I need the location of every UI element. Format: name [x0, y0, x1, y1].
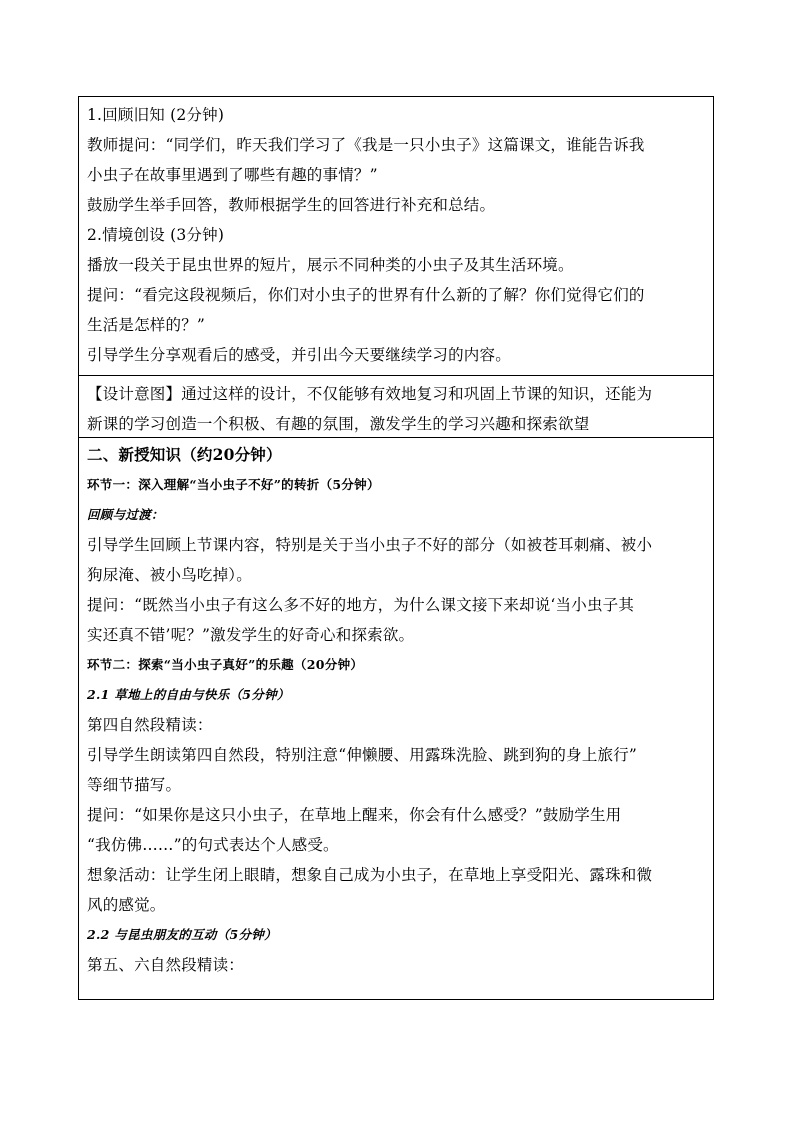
subsection-title: 2.1 草地上的自由与快乐（5分钟） [87, 687, 290, 702]
text-line: 小虫子在故事里遇到了哪些有趣的事情？” [87, 166, 378, 184]
text-line: 2.情境创设 (3分钟) [87, 226, 225, 244]
text-line: 【设计意图】通过这样的设计，不仅能够有效地复习和巩固上节课的知识，还能为 [87, 385, 653, 403]
text-line: 实还真不错’呢？”激发学生的好奇心和探索欲。 [87, 626, 415, 644]
step2-title: 环节二：探索“当小虫子真好”的乐趣（20分钟） [87, 657, 364, 672]
text-line: 播放一段关于昆虫世界的短片，展示不同种类的小虫子及其生活环境。 [87, 256, 574, 274]
text-line: 引导学生朗读第四自然段，特别注意“伸懒腰、用露珠洗脸、跳到狗的身上旅行” [87, 746, 638, 764]
text-line: 生活是怎样的？” [87, 316, 206, 334]
text-line: 教师提问：“同学们，昨天我们学习了《我是一只小虫子》这篇课文，谁能告诉我 [87, 136, 645, 154]
text-line: 引导学生分享观看后的感受，并引出今天要继续学习的内容。 [87, 346, 511, 364]
text-line: 引导学生回顾上节课内容，特别是关于当小虫子不好的部分（如被苍耳刺痛、被小 [87, 536, 653, 554]
step1-title: 环节一：深入理解“当小虫子不好”的转折（5分钟） [87, 477, 380, 492]
subsection-title: 2.2 与昆虫朋友的互动（5分钟） [87, 927, 277, 942]
text-line: 1.回顾旧知 (2分钟) [87, 106, 225, 124]
text-line: 风的感觉。 [87, 896, 166, 914]
text-line: 鼓励学生举手回答，教师根据学生的回答进行补充和总结。 [87, 196, 496, 214]
text-line: 提问：“看完这段视频后，你们对小虫子的世界有什么新的了解？你们觉得它们的 [87, 286, 645, 304]
text-line: 想象活动：让学生闭上眼睛，想象自己成为小虫子，在草地上享受阳光、露珠和微 [87, 866, 653, 884]
review-section-cell [78, 96, 714, 375]
text-line: 新课的学习创造一个积极、有趣的氛围，激发学生的学习兴趣和探索欲望 [87, 415, 590, 433]
text-line: 提问：“既然当小虫子有这么多不好的地方，为什么课文接下来却说‘当小虫子其 [87, 596, 635, 614]
new-knowledge-cell [78, 437, 714, 1000]
review-title: 回顾与过渡： [87, 507, 164, 522]
text-line: 狗尿淹、被小鸟吃掉）。 [87, 566, 252, 584]
text-line: 等细节描写。 [87, 776, 182, 794]
text-line: 提问：“如果你是这只小虫子，在草地上醒来，你会有什么感受？”鼓励学生用 [87, 806, 622, 824]
section-title: 二、新授知识（约20分钟） [87, 445, 282, 464]
lesson-plan-table [78, 96, 714, 1000]
text-line: “我仿佛……”的句式表达个人感受。 [87, 836, 339, 854]
text-line: 第四自然段精读： [87, 716, 213, 734]
text-line: 第五、六自然段精读： [87, 956, 245, 974]
design-intent-cell [78, 375, 714, 437]
